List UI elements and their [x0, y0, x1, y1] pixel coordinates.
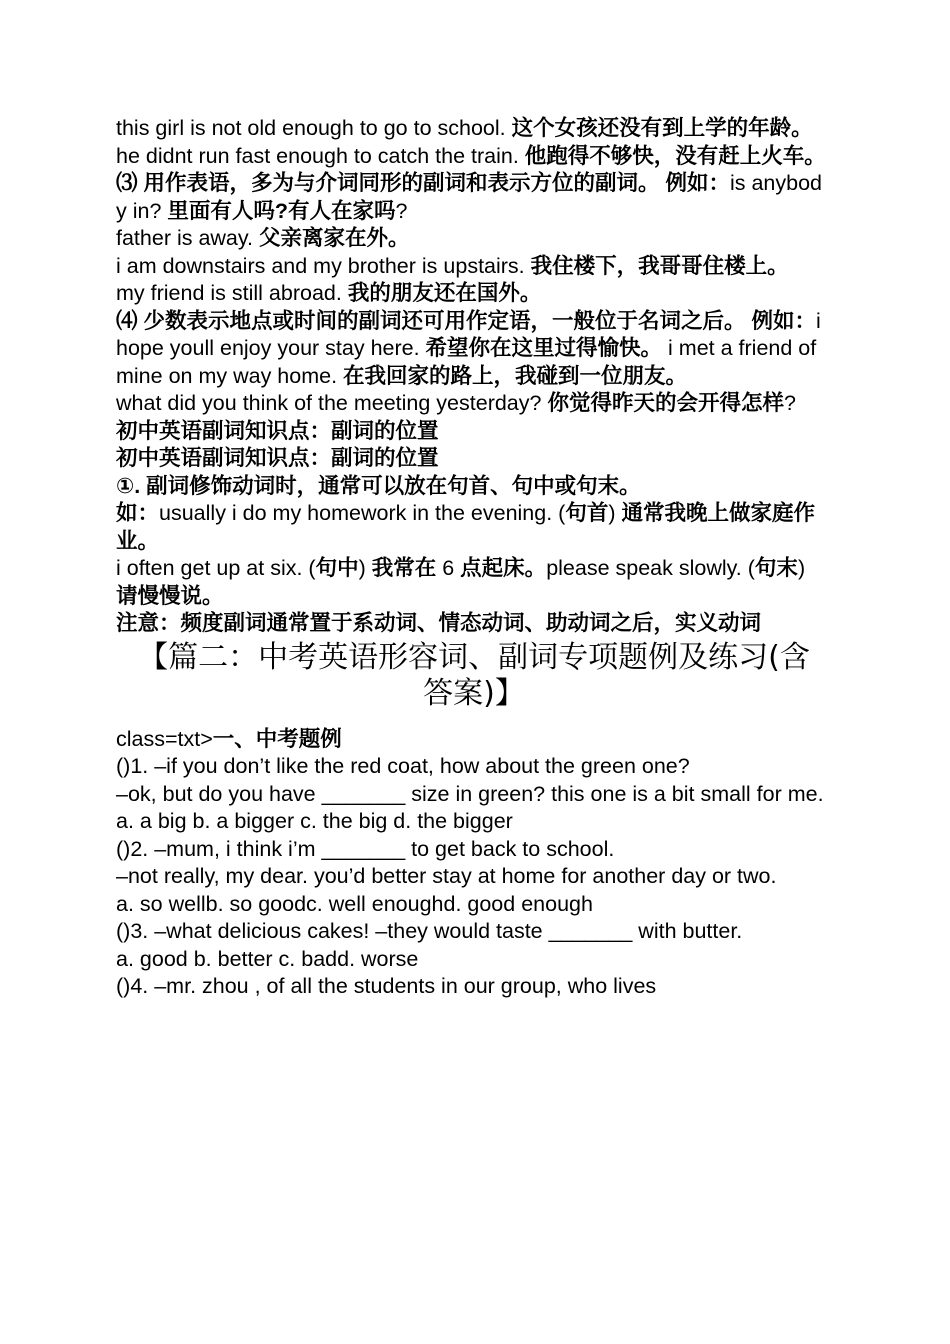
chinese-text: ⑷ 少数表示地点或时间的副词还可用作定语，一般位于名词之后。 例如： — [116, 308, 816, 333]
text-line — [116, 253, 832, 281]
question-line: a. good b. better c. badd. worse — [116, 946, 419, 971]
english-text: i often get up at six. ( — [116, 556, 316, 580]
text-line — [116, 445, 832, 473]
question-line: ()3. –what delicious cakes! –they would taste _______ with butter. — [116, 919, 743, 943]
chinese-text: 我住楼下，我哥哥住楼上。 — [530, 253, 789, 278]
chinese-text: 在我回家的路上，我碰到一位朋友。 — [343, 363, 688, 388]
english-text: he didnt run fast enough to catch the train. — [116, 143, 525, 168]
chinese-text: 句首 — [565, 501, 609, 525]
text-line — [116, 308, 832, 391]
english-text: is anybody in? — [116, 171, 822, 223]
english-text: class=txt> — [116, 726, 213, 751]
punctuation: ) — [608, 501, 622, 525]
document-page — [116, 115, 832, 1001]
chinese-text: 这个女孩还没有到上学的年龄。 — [511, 116, 813, 140]
chinese-text: 请慢慢说。 — [116, 583, 224, 608]
chinese-text: 如： — [116, 501, 160, 525]
english-text: father is away. — [116, 226, 259, 250]
text-line — [116, 390, 832, 418]
chinese-text: 初中英语副词知识点：副词的位置 — [116, 446, 439, 470]
chinese-text: 句中 — [315, 556, 359, 580]
english-text: usually i do my homework in the evening. ( — [159, 501, 566, 525]
chinese-text: ⑶ 用作表语，多为与介词同形的副词和表示方位的副词。 例如： — [116, 171, 730, 195]
text-line — [116, 225, 832, 253]
chinese-text: 他跑得不够快，没有赶上火车。 — [524, 143, 826, 168]
punctuation: ? — [783, 391, 796, 415]
question-line: –not really, my dear. you’d better stay at home for another day or two. — [116, 864, 777, 888]
chinese-text: 希望你在这里过得愉快。 — [425, 336, 663, 360]
english-text: please speak slowly. ( — [546, 556, 755, 580]
chinese-text: 点起床。 — [460, 556, 547, 580]
chinese-text: 一、中考题例 — [212, 726, 342, 751]
chinese-text: 父亲离家在外。 — [259, 226, 410, 250]
section-heading: 【篇二：中考英语形容词、副词专项题例及练习(含答案)】 — [138, 639, 810, 711]
chinese-text: 里面有人吗?有人在家吗 — [167, 198, 396, 223]
punctuation: ? — [395, 198, 408, 223]
text-line — [116, 473, 832, 501]
question-line: ()1. –if you don’t like the red coat, how about the green one? — [116, 754, 690, 778]
english-text: i hope youll enjoy your stay here. — [116, 308, 821, 360]
chinese-text: 通常我晚上做家庭作业。 — [116, 501, 815, 553]
chinese-text: 你觉得昨天的会开得怎样 — [547, 391, 784, 415]
english-text: i met a friend of mine on my way home. — [116, 336, 817, 388]
english-text: what did you think of the meeting yesterday? — [116, 391, 548, 415]
text-line — [116, 143, 832, 171]
text-line — [116, 115, 832, 143]
english-text: 6 — [436, 556, 461, 580]
question-line: a. a big b. a bigger c. the big d. the bigger — [116, 809, 513, 833]
punctuation: ) — [358, 556, 372, 580]
chinese-text: 我常在 — [371, 556, 437, 580]
chinese-text: 注意：频度副词通常置于系动词、情态动词、助动词之后，实义动词 — [116, 611, 762, 635]
section-title — [116, 726, 832, 754]
chinese-text: 初中英语副词知识点：副词的位置 — [116, 418, 439, 443]
english-text: this girl is not old enough to go to school. — [116, 116, 512, 140]
text-line — [116, 555, 832, 610]
text-line — [116, 500, 832, 555]
chinese-text: 我的朋友还在国外。 — [347, 281, 542, 305]
text-line — [116, 418, 832, 446]
text-line — [116, 170, 832, 225]
text-line — [116, 610, 832, 638]
question-line: a. so wellb. so goodc. well enoughd. good enough — [116, 891, 593, 916]
question-line: ()2. –mum, i think i’m _______ to get back to school. — [116, 836, 615, 861]
question-line: ()4. –mr. zhou , of all the students in our group, who lives — [116, 974, 657, 998]
punctuation: ) — [797, 556, 806, 580]
question-line: –ok, but do you have _______ size in green? this one is a bit small for me. — [116, 781, 824, 806]
text-line — [116, 280, 832, 308]
english-text: my friend is still abroad. — [116, 281, 348, 305]
chinese-text: ①. 副词修饰动词时，通常可以放在句首、句中或句末。 — [116, 473, 641, 498]
chinese-text: 句末 — [754, 556, 798, 580]
english-text: i am downstairs and my brother is upstairs. — [116, 253, 531, 278]
